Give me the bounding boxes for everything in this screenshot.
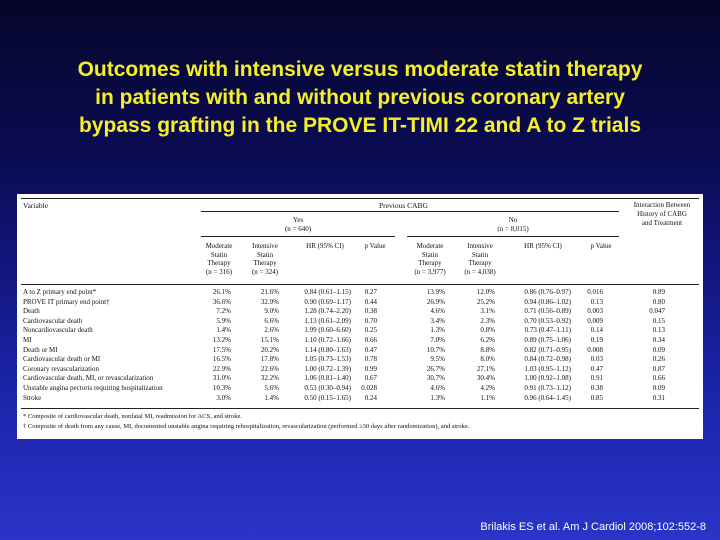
cell-yes-hr: 1.13 (0.61–2.09) — [304, 316, 351, 325]
cell-variable: Death — [23, 307, 40, 316]
cell-no-moderate: 10.7% — [426, 345, 445, 354]
cell-no-p: 0.008 — [587, 345, 603, 354]
cell-variable: Stroke — [23, 393, 42, 402]
cell-yes-moderate: 5.9% — [216, 316, 231, 325]
title-line-1: Outcomes with intensive versus moderate statin therapy — [77, 58, 643, 81]
cell-variable: Cardiovascular death — [23, 316, 83, 325]
col-header-line: Moderate — [205, 242, 233, 250]
cell-yes-hr: 1.28 (0.74–2.20) — [304, 307, 351, 316]
yes-group-header — [201, 216, 395, 234]
cell-no-p: 0.13 — [590, 297, 603, 306]
yes-group-rule — [201, 236, 395, 237]
previous-cabg-rule — [201, 211, 619, 212]
cell-yes-intensive: 6.6% — [264, 316, 279, 325]
cell-no-moderate: 26.9% — [426, 297, 445, 306]
cell-no-intensive: 3.1% — [480, 307, 495, 316]
cell-yes-hr: 1.10 (0.72–1.66) — [304, 336, 351, 344]
cell-yes-p: 0.47 — [364, 345, 377, 354]
cell-no-p: 0.14 — [590, 326, 603, 335]
yes-group-n: (n = 640) — [284, 225, 312, 233]
no-group-label: No — [508, 216, 518, 224]
col-header-line: (n = 324) — [251, 267, 279, 276]
cell-no-moderate: 7.0% — [430, 336, 445, 344]
cell-yes-moderate: 31.0% — [212, 374, 231, 383]
cell-yes-moderate: 26.1% — [212, 288, 231, 296]
previous-cabg-header: Previous CABG — [379, 201, 428, 210]
variable-header: Variable — [23, 201, 48, 210]
cell-yes-intensive: 20.2% — [260, 345, 279, 354]
cell-yes-moderate: 36.6% — [212, 297, 231, 306]
cell-interaction: 0.26 — [652, 355, 665, 364]
table-row — [17, 384, 703, 393]
cell-no-intensive: 6.2% — [480, 336, 495, 344]
table-row — [17, 365, 703, 374]
cell-interaction: 0.047 — [649, 307, 665, 316]
yes-moderate-header — [197, 242, 241, 276]
cell-interaction: 0.09 — [652, 384, 665, 392]
col-header-line: Statin — [210, 250, 228, 259]
cell-no-hr: 1.00 (0.92–1.08) — [524, 374, 571, 383]
table-row — [17, 336, 703, 345]
footnote: * Composite of cardiovascular death, nonfatal MI, readmission for ACS, and stroke. — [23, 413, 242, 420]
col-header-line: (n = 3,977) — [414, 267, 446, 276]
cell-yes-intensive: 5.6% — [264, 384, 279, 392]
cell-yes-intensive: 22.6% — [260, 364, 279, 373]
cell-interaction: 0.13 — [652, 326, 665, 335]
cell-variable: PROVE IT primary end point† — [23, 297, 110, 306]
cell-no-p: 0.03 — [590, 355, 603, 364]
col-header-line: Statin — [421, 250, 439, 259]
col-header-line: Therapy — [253, 259, 277, 267]
cell-yes-hr: 1.14 (0.80–1.63) — [304, 345, 351, 354]
cell-no-intensive: 27.1% — [476, 364, 495, 373]
cell-no-p: 0.19 — [590, 336, 603, 344]
cell-interaction: 0.80 — [652, 297, 665, 306]
cell-no-p: 0.003 — [587, 307, 603, 316]
cell-no-p: 0.85 — [590, 393, 603, 402]
table-row — [17, 298, 703, 307]
cell-no-intensive: 1.1% — [480, 393, 495, 402]
cell-no-p: 0.009 — [587, 316, 603, 325]
cell-variable: Unstable angina pectoris requiring hospitalization — [23, 384, 163, 392]
title-line-2: in patients with and without previous coronary artery — [95, 86, 625, 109]
cell-no-hr: 0.89 (0.75–1.06) — [524, 336, 571, 344]
cell-interaction: 0.15 — [652, 316, 665, 325]
col-header-line: (n = 316) — [205, 267, 233, 276]
interaction-header-line: and Treatment — [641, 219, 683, 227]
cell-yes-p: 0.70 — [364, 316, 377, 325]
cell-no-moderate: 1.3% — [430, 393, 445, 402]
cell-yes-intensive: 21.6% — [260, 288, 279, 296]
table-row — [17, 394, 703, 403]
cell-no-intensive: 30.4% — [476, 374, 495, 383]
col-header-line: Moderate — [416, 242, 444, 250]
cell-yes-intensive: 15.1% — [260, 336, 279, 344]
cell-yes-hr: 1.05 (0.73–1.53) — [304, 355, 351, 364]
col-header-line: (n = 4,038) — [464, 267, 496, 276]
cell-no-hr: 0.96 (0.64–1.45) — [524, 393, 571, 402]
yes-hr-header: HR (95% CI) — [306, 242, 344, 250]
col-header-line: Intensive — [252, 242, 278, 250]
cell-yes-p: 0.028 — [361, 384, 377, 392]
cell-interaction: 0.87 — [652, 364, 665, 373]
cell-variable: Cardiovascular death, MI, or revascularization — [23, 374, 154, 383]
cell-yes-hr: 1.06 (0.81–1.40) — [304, 374, 351, 383]
cell-yes-intensive: 17.8% — [260, 355, 279, 364]
cell-variable: Coronary revascularization — [23, 364, 99, 373]
cell-yes-p: 0.44 — [364, 297, 377, 306]
cell-yes-intensive: 32.2% — [260, 374, 279, 383]
cell-yes-p: 0.78 — [364, 355, 377, 364]
cell-no-p: 0.016 — [587, 288, 603, 296]
cell-yes-moderate: 3.0% — [216, 393, 231, 402]
col-header-line: Intensive — [467, 242, 493, 250]
no-intensive-header — [457, 242, 503, 276]
table-top-rule — [21, 198, 699, 199]
col-header-line: Therapy — [468, 259, 492, 267]
table-row — [17, 374, 703, 383]
yes-group-label: Yes — [292, 216, 304, 224]
col-header-line: Statin — [471, 250, 489, 259]
table-row — [17, 307, 703, 316]
cell-yes-moderate: 10.3% — [212, 384, 231, 392]
cell-no-moderate: 1.3% — [430, 326, 445, 335]
cell-yes-p: 0.38 — [364, 307, 377, 316]
table-row — [17, 317, 703, 326]
cell-no-intensive: 4.2% — [480, 384, 495, 392]
cell-no-moderate: 26.7% — [426, 364, 445, 373]
slide-title — [0, 56, 720, 140]
cell-no-hr: 1.03 (0.95–1.12) — [524, 364, 571, 373]
cell-no-intensive: 25.2% — [476, 297, 495, 306]
cell-yes-p: 0.24 — [364, 393, 377, 402]
cell-yes-p: 0.67 — [364, 374, 377, 383]
table-row — [17, 326, 703, 335]
col-header-line: Therapy — [418, 259, 442, 267]
cell-no-p: 0.91 — [590, 374, 603, 383]
cell-no-p: 0.47 — [590, 364, 603, 373]
cell-interaction: 0.89 — [652, 288, 665, 296]
cell-yes-moderate: 13.2% — [212, 336, 231, 344]
cell-variable: A to Z primary end point* — [23, 288, 97, 296]
cell-no-intensive: 8.8% — [480, 345, 495, 354]
interaction-header-line: Interaction Between — [633, 201, 691, 209]
cell-yes-hr: 0.50 (0.15–1.65) — [304, 393, 351, 402]
cell-variable: Cardiovascular death or MI — [23, 355, 101, 364]
cell-yes-hr: 0.90 (0.69–1.17) — [304, 297, 351, 306]
cell-no-moderate: 4.6% — [430, 307, 445, 316]
table-row — [17, 346, 703, 355]
cell-variable: Noncardiovascular death — [23, 326, 93, 335]
cell-no-moderate: 13.9% — [426, 288, 445, 296]
cell-yes-intensive: 1.4% — [264, 393, 279, 402]
cell-no-hr: 0.91 (0.73–1.12) — [524, 384, 571, 392]
col-header-line: Statin — [256, 250, 274, 259]
footnote: † Composite of death from any cause, MI, documented unstable angina requiring rehospitalization, revascularization (performed ≥30 days after randomization), and stroke. — [23, 423, 470, 430]
cell-no-hr: 0.94 (0.86–1.02) — [524, 297, 571, 306]
cell-yes-moderate: 7.2% — [216, 307, 231, 316]
cell-yes-intensive: 32.9% — [260, 297, 279, 306]
no-p-header: p Value — [590, 242, 612, 250]
cell-no-p: 0.38 — [590, 384, 603, 392]
interaction-header — [625, 201, 699, 228]
cell-no-hr: 0.86 (0.76–0.97) — [524, 288, 571, 296]
title-line-3: bypass grafting in the PROVE IT-TIMI 22 and A to Z trials — [78, 114, 642, 137]
cell-interaction: 0.31 — [652, 393, 665, 402]
cell-no-moderate: 3.4% — [430, 316, 445, 325]
citation: Brilakis ES et al. Am J Cardiol 2008;102:552-8 — [480, 521, 706, 533]
header-bottom-rule — [21, 284, 699, 285]
table-row — [17, 355, 703, 364]
cell-no-moderate: 9.5% — [430, 355, 445, 364]
cell-yes-moderate: 22.9% — [212, 364, 231, 373]
cell-yes-p: 0.99 — [364, 364, 377, 373]
yes-p-header: p Value — [364, 242, 386, 250]
cell-yes-p: 0.25 — [364, 326, 377, 335]
cell-yes-hr: 0.84 (0.61–1.15) — [304, 288, 351, 296]
cell-yes-hr: 1.00 (0.72–1.39) — [304, 364, 351, 373]
cell-no-hr: 0.84 (0.72–0.98) — [524, 355, 571, 364]
cell-no-intensive: 2.3% — [480, 316, 495, 325]
cell-no-hr: 0.82 (0.71–0.95) — [524, 345, 571, 354]
cell-yes-intensive: 2.6% — [264, 326, 279, 335]
cell-no-moderate: 4.6% — [430, 384, 445, 392]
cell-variable: MI — [23, 336, 32, 344]
cell-yes-intensive: 9.0% — [264, 307, 279, 316]
interaction-header-line: History of CABG — [637, 210, 687, 218]
no-group-rule — [407, 236, 619, 237]
table-row — [17, 288, 703, 297]
cell-yes-moderate: 17.5% — [212, 345, 231, 354]
table-bottom-rule — [21, 408, 699, 409]
cell-yes-hr: 0.53 (0.30–0.94) — [304, 384, 351, 392]
cell-no-hr: 0.73 (0.47–1.11) — [524, 326, 571, 335]
cell-yes-moderate: 16.5% — [212, 355, 231, 364]
no-moderate-header — [407, 242, 453, 276]
cell-interaction: 0.66 — [652, 374, 665, 383]
cell-interaction: 0.34 — [652, 336, 665, 344]
cell-yes-p: 0.66 — [364, 336, 377, 344]
cell-no-moderate: 30.7% — [426, 374, 445, 383]
cell-yes-moderate: 1.4% — [216, 326, 231, 335]
cell-no-hr: 0.70 (0.53–0.92) — [524, 316, 571, 325]
no-hr-header: HR (95% CI) — [524, 242, 562, 250]
cell-interaction: 0.09 — [652, 345, 665, 354]
cell-no-intensive: 0.8% — [480, 326, 495, 335]
cell-yes-p: 0.27 — [364, 288, 377, 296]
results-table — [17, 194, 703, 439]
cell-no-intensive: 12.0% — [476, 288, 495, 296]
col-header-line: Therapy — [207, 259, 231, 267]
cell-no-intensive: 8.0% — [480, 355, 495, 364]
yes-intensive-header — [243, 242, 287, 276]
no-group-n: (n = 8,015) — [497, 225, 529, 233]
no-group-header — [407, 216, 619, 234]
cell-variable: Death or MI — [23, 345, 58, 354]
cell-yes-hr: 1.99 (0.60–6.60) — [304, 326, 351, 335]
cell-no-hr: 0.71 (0.56–0.89) — [524, 307, 571, 316]
